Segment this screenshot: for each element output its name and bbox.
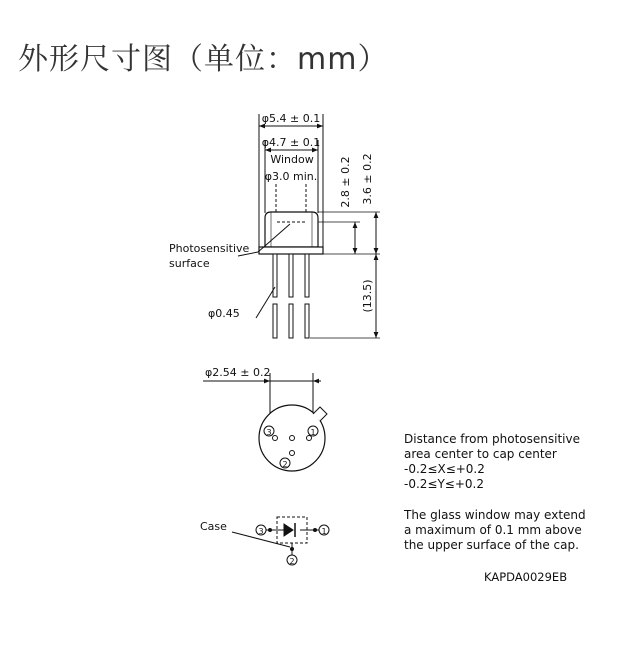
glass-window-note [404,508,586,553]
bottom-view [203,373,327,471]
cap-diameter-dim: φ5.4 ± 0.1 [261,112,321,125]
pin1-label: 1 [310,428,316,437]
lead-diameter-dim: φ0.45 [208,307,240,320]
window-outer-diameter-dim: φ4.7 ± 0.1 [261,136,321,149]
pitch-dim: φ2.54 ± 0.2 [205,366,271,379]
glass-note-line: the upper surface of the cap. [404,538,579,552]
case-label: Case [200,520,227,533]
distance-note-line: area center to cap center [404,447,557,461]
schematic-pin1-label: 1 [321,527,327,536]
photosensitive-label-line2: surface [169,257,210,270]
page-title: 外形尺寸图（单位：mm） [18,42,389,77]
cap-height-dim: 3.6 ± 0.2 [361,153,374,205]
window-label: Window [270,153,314,166]
distance-note-line: -0.2≤Y≤+0.2 [404,477,484,491]
surface-height-dim: 2.8 ± 0.2 [339,156,352,208]
glass-note-line: a maximum of 0.1 mm above [404,523,582,537]
distance-note [404,432,580,492]
pin2-label: 2 [282,460,288,469]
pin3-label: 3 [266,428,272,437]
schematic-pin2-label: 2 [289,557,295,566]
window-diameter-dim: φ3.0 min. [264,170,318,183]
drawing-code: KAPDA0029EB [484,570,568,584]
schematic-symbol [232,517,329,565]
distance-note-line: Distance from photosensitive [404,432,580,446]
photosensitive-label-line1: Photosensitive [169,242,250,255]
schematic-pin3-label: 3 [258,527,264,536]
glass-note-line: The glass window may extend [404,508,586,522]
distance-note-line: -0.2≤X≤+0.2 [404,462,485,476]
lead-length-dim: (13.5) [361,279,374,313]
